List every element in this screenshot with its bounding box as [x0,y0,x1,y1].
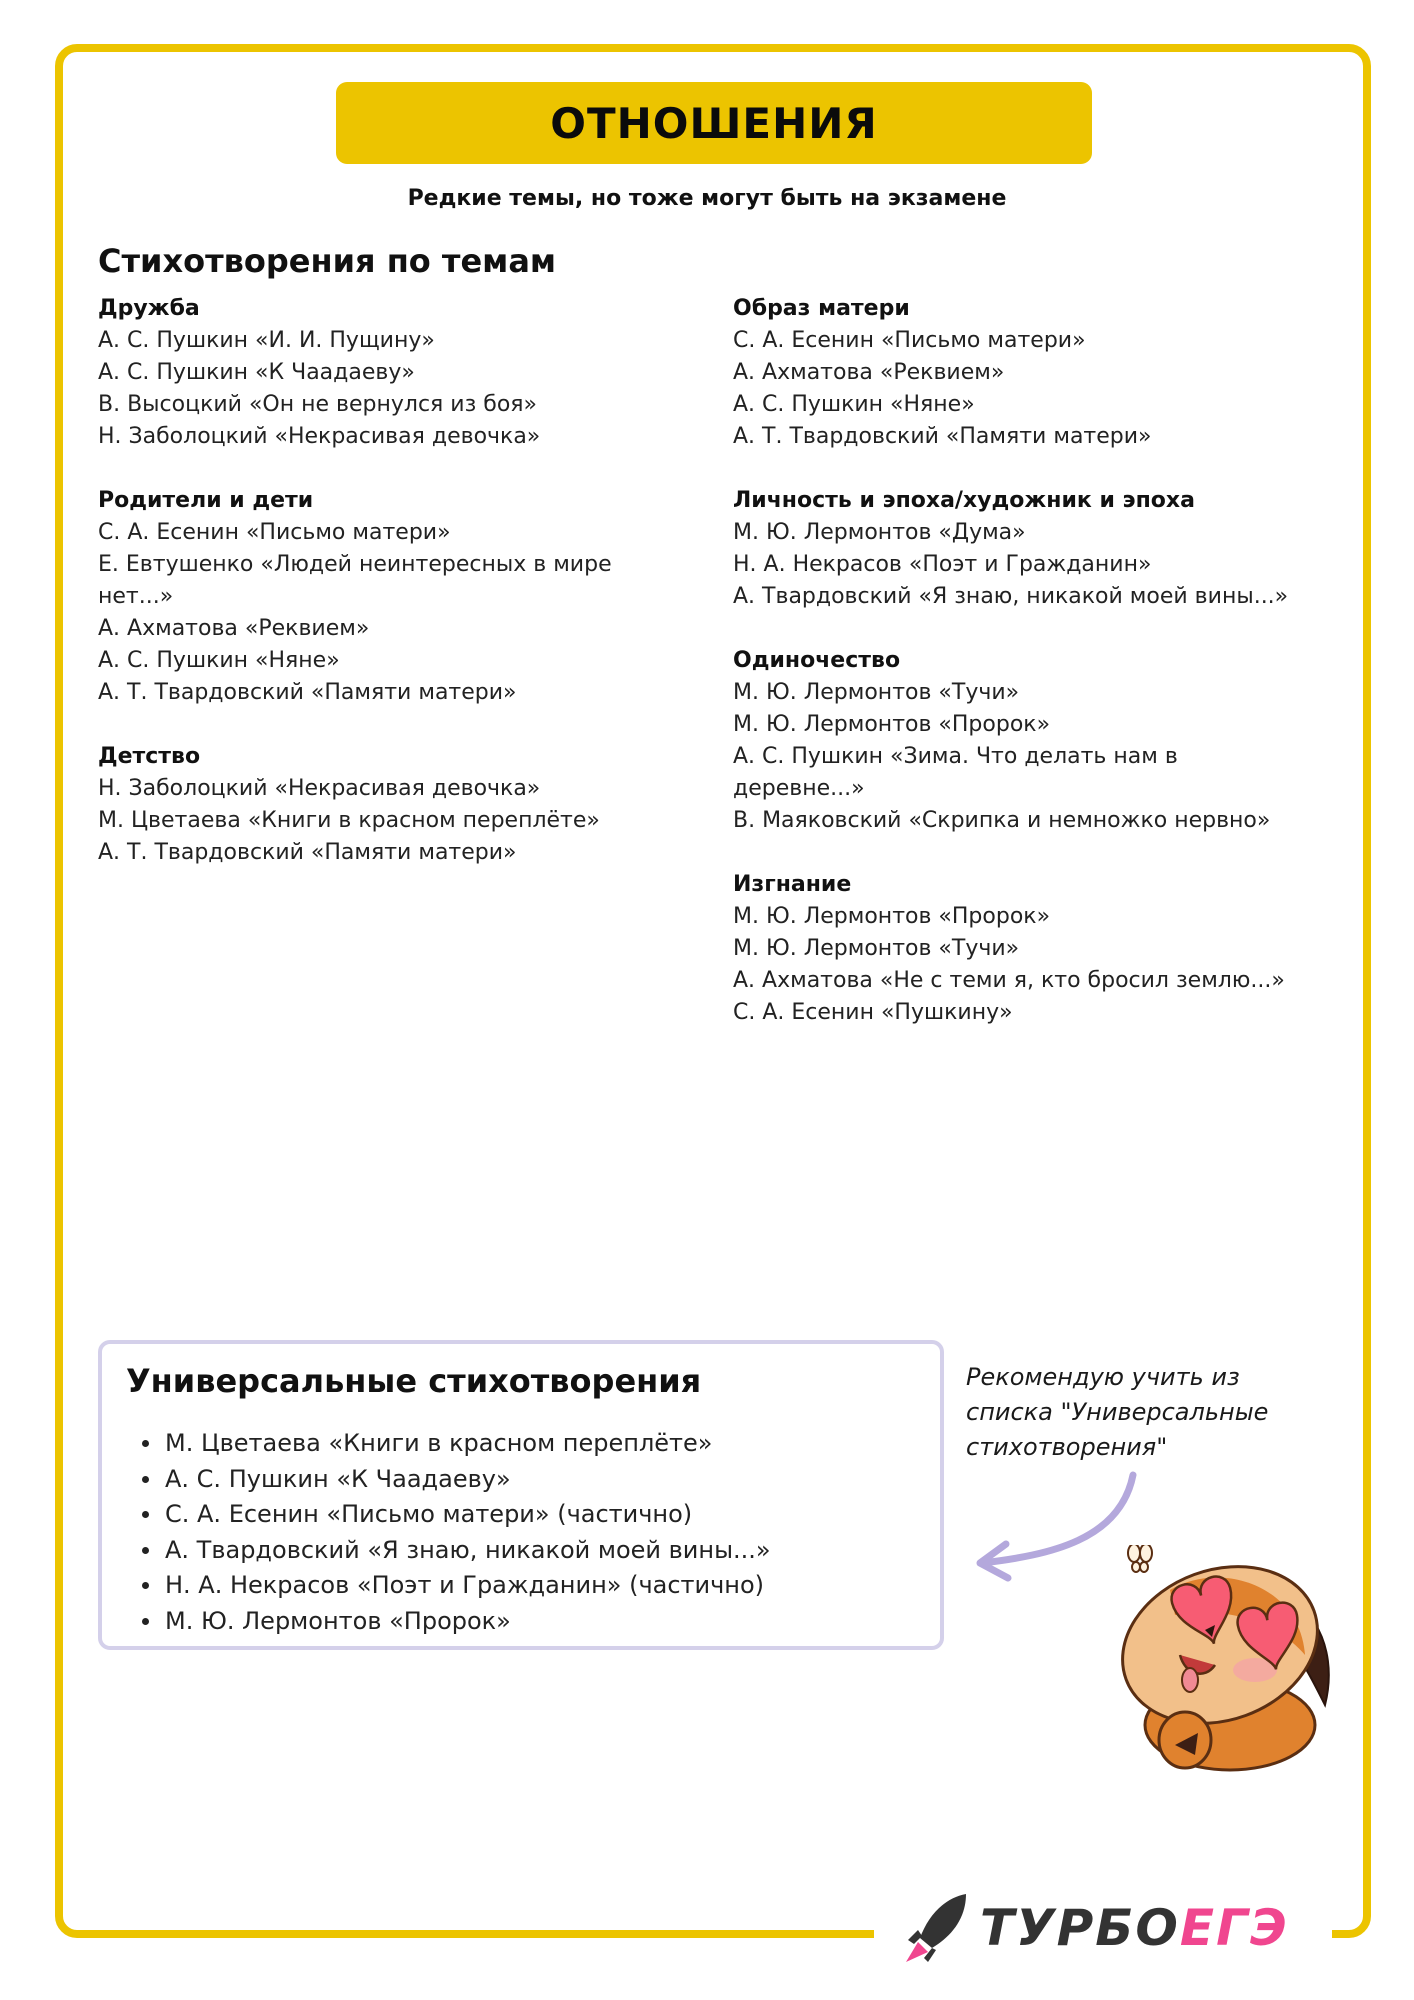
list-item [128,1533,771,1569]
list-item-text: С. А. Есенин «Письмо матери» (частично) [165,1500,693,1528]
topic-title: Детство [98,744,201,769]
list-item: А. С. Пушкин «К Чаадаеву» [98,360,415,385]
list-item: А. С. Пушкин «Няне» [733,392,975,417]
bullet-icon [142,1440,149,1447]
topic-group-childhood [98,741,678,869]
turboege-logo [898,1890,1295,1966]
list-item: В. Маяковский «Скрипка и немножко нервно» [733,808,1271,833]
topic-title: Личность и эпоха/художник и эпоха [733,488,1195,513]
list-item-text: Н. А. Некрасов «Поэт и Гражданин» (частично) [165,1571,765,1599]
topic-title: Образ матери [733,296,910,321]
list-item-text: А. Твардовский «Я знаю, никакой моей вины...» [165,1535,771,1564]
list-item: С. А. Есенин «Письмо матери» [733,328,1086,353]
list-item: М. Цветаева «Книги в красном переплёте» [98,808,600,833]
list-item: М. Ю. Лермонтов «Тучи» [733,936,1020,961]
rocket-icon [904,1890,970,1966]
list-item: А. Ахматова «Реквием» [98,616,370,641]
topic-title: Одиночество [733,648,901,673]
list-item: С. А. Есенин «Пушкину» [733,1000,1013,1025]
left-column [98,293,678,901]
right-column [733,293,1313,1061]
bullet-icon [142,1582,149,1589]
topic-group-friendship [98,293,678,453]
universal-poems-box [98,1340,944,1650]
title-banner [336,82,1092,164]
list-item-text: А. С. Пушкин «К Чаадаеву» [165,1464,511,1493]
list-item: С. А. Есенин «Письмо матери» [98,520,451,545]
list-item: Е. Евтушенко «Людей неинтересных в мире нет...» [98,552,612,609]
list-item: А. Т. Твардовский «Памяти матери» [733,424,1152,449]
topic-group-loneliness [733,645,1313,837]
bullet-icon [142,1618,149,1625]
list-item [128,1604,771,1640]
list-item: А. С. Пушкин «Зима. Что делать нам в деревне...» [733,744,1178,801]
page-title: ОТНОШЕНИЯ [550,98,878,148]
list-item: М. Ю. Лермонтов «Пророк» [733,904,1051,929]
bullet-icon [142,1547,149,1554]
topic-group-parents-children [98,485,678,709]
list-item [128,1426,771,1462]
list-item: А. С. Пушкин «Няне» [98,648,340,673]
list-item: А. Т. Твардовский «Памяти матери» [98,840,517,865]
list-item: А. С. Пушкин «И. И. Пущину» [98,328,435,353]
list-item: М. Ю. Лермонтов «Тучи» [733,680,1020,705]
list-item [128,1497,771,1533]
list-item: М. Ю. Лермонтов «Дума» [733,520,1026,545]
list-item [128,1568,771,1604]
topic-title: Изгнание [733,872,852,897]
topic-group-mother-image [733,293,1313,453]
page-subtitle: Редкие темы, но тоже могут быть на экзамене [407,186,1007,211]
list-item [128,1462,771,1498]
recommendation-note: Рекомендую учить из списка "Универсальные стихотворения" [966,1363,1269,1461]
bullet-icon [142,1511,149,1518]
list-item: А. Т. Твардовский «Памяти матери» [98,680,517,705]
list-item: А. Ахматова «Реквием» [733,360,1005,385]
list-item: А. Ахматова «Не с теми я, кто бросил землю...» [733,968,1285,993]
topic-title: Дружба [98,296,200,321]
mascot-illustration [1080,1545,1350,1775]
topic-group-personality-epoch [733,485,1313,613]
list-item: В. Высоцкий «Он не вернулся из боя» [98,392,537,417]
list-item: Н. А. Некрасов «Поэт и Гражданин» [733,552,1152,577]
universal-list [128,1426,771,1639]
list-item: А. Твардовский «Я знаю, никакой моей вины...» [733,584,1289,609]
list-item-text: М. Ю. Лермонтов «Пророк» [165,1606,511,1635]
logo-text [980,1899,1289,1957]
list-item: Н. Заболоцкий «Некрасивая девочка» [98,776,541,801]
section-title: Стихотворения по темам [98,242,557,280]
list-item: Н. Заболоцкий «Некрасивая девочка» [98,424,541,449]
universal-title: Универсальные стихотворения [126,1362,702,1400]
topic-title: Родители и дети [98,488,314,513]
logo-part-ege: ЕГЭ [1179,1899,1289,1957]
logo-part-turbo: ТУРБО [980,1899,1180,1957]
topic-group-exile [733,869,1313,1029]
list-item: М. Ю. Лермонтов «Пророк» [733,712,1051,737]
list-item-text: М. Цветаева «Книги в красном переплёте» [165,1429,713,1457]
bullet-icon [142,1476,149,1483]
